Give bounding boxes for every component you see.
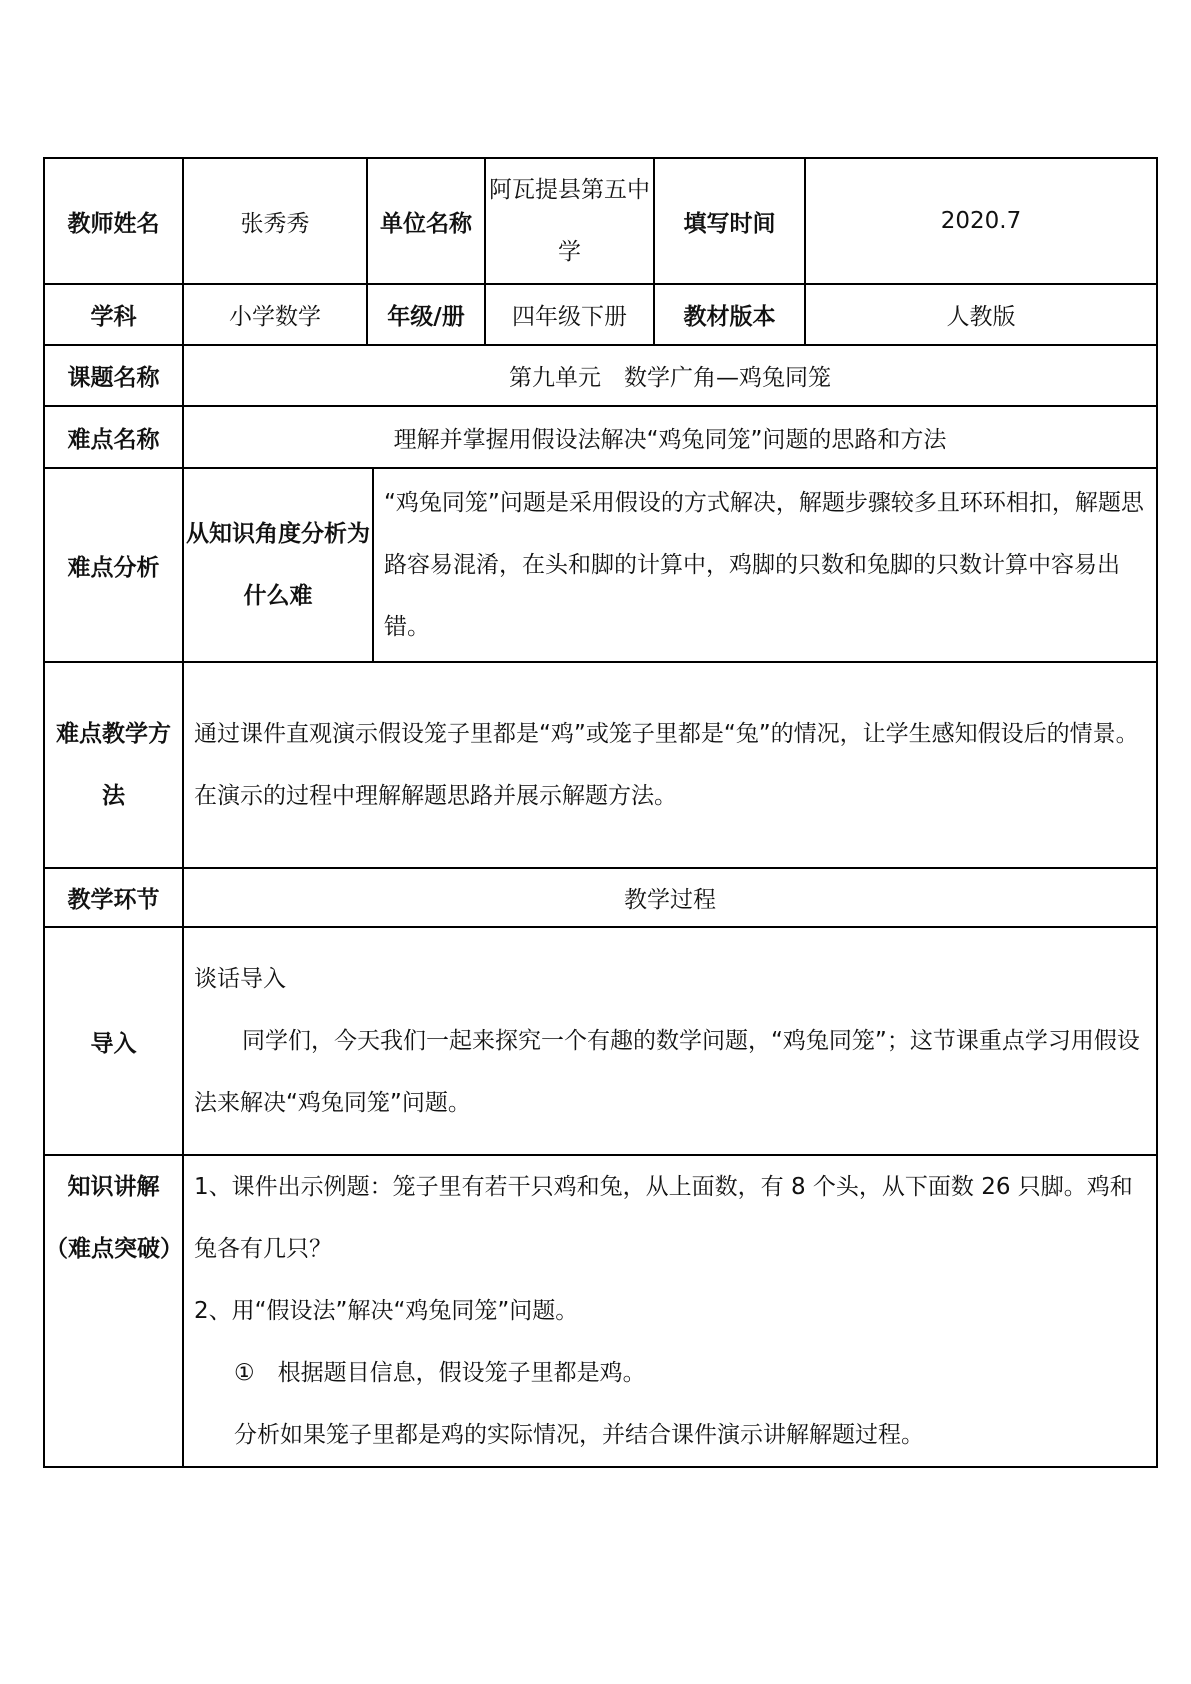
header-row-2	[44, 284, 1157, 345]
process-row	[44, 868, 1157, 927]
subject-label: 学科	[44, 284, 183, 345]
knowledge-line-1: 1、课件出示例题：笼子里有若干只鸡和兔，从上面数，有 8 个头，从下面数 26 只脚。鸡和兔各有几只？	[194, 1174, 1133, 1262]
process-label: 教学环节	[44, 868, 183, 927]
teacher-name: 张秀秀	[183, 158, 367, 284]
method-label: 难点教学方法	[44, 662, 183, 868]
teacher-label: 教师姓名	[44, 158, 183, 284]
intro-cell	[183, 927, 1157, 1155]
intro-row	[44, 927, 1157, 1155]
analysis-row	[44, 468, 1157, 662]
knowledge-line-2: 2、用“假设法”解决“鸡兔同笼”问题。	[194, 1298, 579, 1324]
textbook-label: 教材版本	[654, 284, 805, 345]
difficulty-label: 难点名称	[44, 406, 183, 468]
unit-name: 阿瓦提县第五中学	[485, 158, 654, 284]
intro-line-2: 同学们，今天我们一起来探究一个有趣的数学问题，“鸡兔同笼”；这节课重点学习用假设法来解决“鸡兔同笼”问题。	[194, 1028, 1140, 1116]
header-row-1	[44, 158, 1157, 284]
grade-value: 四年级下册	[485, 284, 654, 345]
method-line-1: 通过课件直观演示假设笼子里都是“鸡”或笼子里都是“兔”的情况，让学生感知假设后的情景。	[194, 721, 1139, 747]
intro-label: 导入	[44, 927, 183, 1155]
grade-label: 年级/册	[367, 284, 485, 345]
knowledge-line-4: 分析如果笼子里都是鸡的实际情况，并结合课件演示讲解解题过程。	[234, 1422, 924, 1448]
topic-row	[44, 345, 1157, 406]
analysis-text: “鸡兔同笼”问题是采用假设的方式解决，解题步骤较多且环环相扣，解题思路容易混淆，在头和脚的计算中，鸡脚的只数和兔脚的只数计算中容易出错。	[384, 490, 1144, 640]
textbook-value: 人教版	[805, 284, 1157, 345]
knowledge-line-3: ① 根据题目信息，假设笼子里都是鸡。	[234, 1360, 646, 1386]
method-line-2: 在演示的过程中理解解题思路并展示解题方法。	[194, 783, 677, 809]
method-row	[44, 662, 1157, 868]
knowledge-label: 知识讲解（难点突破）	[44, 1155, 183, 1467]
date-value: 2020.7	[805, 158, 1157, 284]
method-cell	[183, 662, 1157, 868]
process-value: 教学过程	[183, 868, 1157, 927]
lesson-plan-table	[43, 157, 1158, 1468]
analysis-label: 难点分析	[44, 468, 183, 662]
topic-value: 第九单元 数学广角—鸡兔同笼	[183, 345, 1157, 406]
knowledge-row	[44, 1155, 1157, 1467]
subject-value: 小学数学	[183, 284, 367, 345]
knowledge-cell	[183, 1155, 1157, 1467]
difficulty-row	[44, 406, 1157, 468]
date-label: 填写时间	[654, 158, 805, 284]
unit-label: 单位名称	[367, 158, 485, 284]
analysis-sub-label: 从知识角度分析为什么难	[183, 468, 373, 662]
analysis-cell	[373, 468, 1157, 662]
difficulty-value: 理解并掌握用假设法解决“鸡兔同笼”问题的思路和方法	[183, 406, 1157, 468]
intro-line-1: 谈话导入	[194, 966, 286, 992]
topic-label: 课题名称	[44, 345, 183, 406]
